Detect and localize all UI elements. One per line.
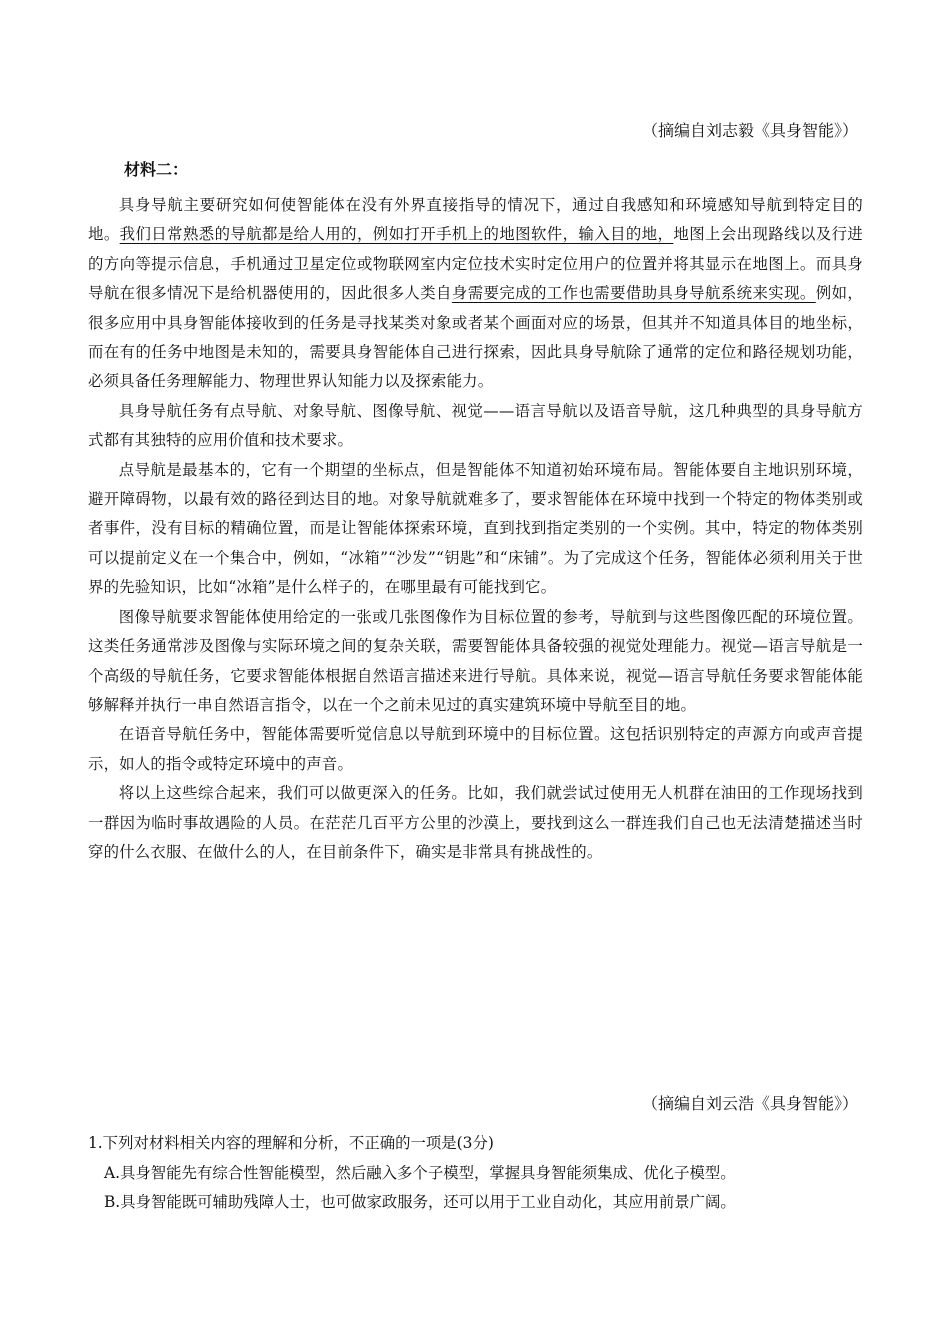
underlined-sentence-2: 身需要完成的工作也需要借助具身导航系统来实现。 — [451, 284, 816, 303]
paragraph-6: 将以上这些综合起来，我们可以做更深入的任务。比如，我们就尝试过使用无人机群在油田的工作现场找到一群因为临时事故遇险的人员。在茫茫几百平方公里的沙漠上，要找到这么一群连我们自己也无法清楚描述当时穿的什么衣服、在做什么的人，在目前条件下，确实是非常具有挑战性的。 — [88, 784, 863, 861]
paragraph-1-text-a: 具身导航主要研究如何使智能体在没有外界直接指导的情况下，通过自我感知和环境感知导航到特定目的地。 — [88, 196, 863, 244]
paragraph-1-text-c: 例如，很多应用中具身智能体接收到的任务是寻找某类对象或者某个画面对应的场景，但其并不知道具体目的地坐标，而在有的任务中地图是未知的，需要具身智能体自己进行探索，因此具身导航除了通常的定位和路径规划功能，必须具备任务理解能力、物理世界认知能力以及探索能力。 — [88, 284, 863, 391]
paragraph-3: 点导航是最基本的，它有一个期望的坐标点，但是智能体不知道初始环境布局。智能体要自主地识别环境，避开障碍物，以最有效的路径到达目的地。对象导航就难多了，要求智能体在环境中找到一个特定的物体类别或者事件，没有目标的精确位置，而是让智能体探索环境，直到找到指定类别的一个实例。其中，特定的物体类别可以提前定义在一个集合中，例如，“冰箱”“沙发”“钥匙”和“床铺”。为了完成这个任务，智能体必须利用关于世界的先验知识，比如“冰箱”是什么样子的，在哪里最有可能找到它。 — [88, 460, 863, 597]
paragraph-1 — [88, 191, 863, 397]
paragraph-4: 图像导航要求智能体使用给定的一张或几张图像作为目标位置的参考，导航到与这些图像匹配的环境位置。这类任务通常涉及图像与实际环境之间的复杂关联，需要智能体具备较强的视觉处理能力。视觉—语言导航是一个高级的导航任务，它要求智能体根据自然语言描述来进行导航。具体来说，视觉—语言导航任务要求智能体能够解释并执行一串自然语言指令，以在一个之前未见过的真实建筑环境中导航至目的地。 — [88, 607, 863, 714]
material-2-heading: 材料二： — [124, 160, 189, 179]
material-2-body — [88, 191, 863, 867]
source-citation-1: （摘编自刘志毅《具身智能》） — [641, 121, 858, 140]
source-citation-2: （摘编自刘云浩《具身智能》） — [641, 1094, 858, 1113]
paragraph-1-text-b: 地图上会出现路线以及行进的方向等提示信息，手机通过卫星定位或物联网室内定位技术实时定位用户的位置并将其显示在地图上。而具身导航在很多情况下是给机器使用的，因此很多人类自 — [88, 225, 863, 303]
underlined-sentence-1: 我们日常熟悉的导航都是给人用的，例如打开手机上的地图软件，输入目的地， — [119, 225, 674, 244]
question-1-stem: 1.下列对材料相关内容的理解和分析，不正确的一项是(3分) — [88, 1134, 494, 1152]
paragraph-2: 具身导航任务有点导航、对象导航、图像导航、视觉——语言导航以及语音导航，这几种典型的具身导航方式都有其独特的应用价值和技术要求。 — [88, 401, 863, 450]
question-1-option-b: B.具身智能既可辅助残障人士，也可做家政服务，还可以用于工业自动化，其应用前景广阔。 — [104, 1193, 736, 1211]
question-1 — [88, 1129, 878, 1218]
question-1-option-a: A.具身智能先有综合性智能模型，然后融入多个子模型，掌握具身智能须集成、优化子模型。 — [104, 1163, 736, 1182]
paragraph-5: 在语音导航任务中，智能体需要听觉信息以导航到环境中的目标位置。这包括识别特定的声源方向或声音提示，如人的指令或特定环境中的声音。 — [88, 725, 863, 773]
